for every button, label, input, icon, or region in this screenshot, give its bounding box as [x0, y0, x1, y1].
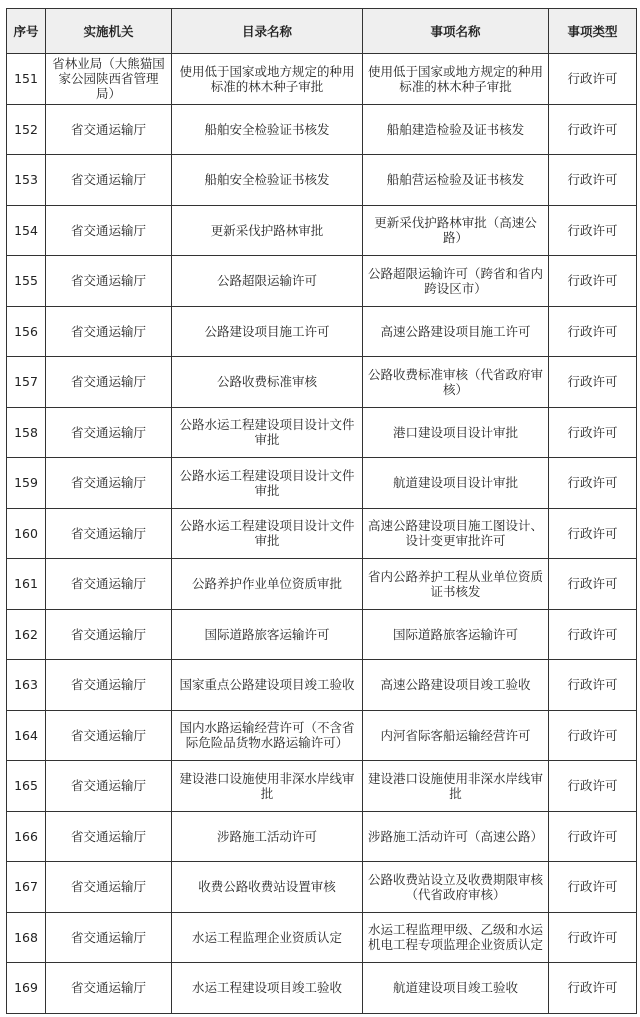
cell-catalog: 更新采伐护路林审批	[172, 205, 363, 256]
cell-type: 行政许可	[549, 256, 637, 307]
cell-no: 162	[7, 609, 46, 660]
cell-catalog: 公路水运工程建设项目设计文件审批	[172, 458, 363, 509]
cell-catalog: 建设港口设施使用非深水岸线审批	[172, 761, 363, 812]
cell-item: 高速公路建设项目施工许可	[363, 306, 549, 357]
table-row	[7, 963, 637, 1014]
table-row	[7, 205, 637, 256]
cell-type: 行政许可	[549, 508, 637, 559]
cell-type: 行政许可	[549, 54, 637, 105]
cell-item: 内河省际客船运输经营许可	[363, 710, 549, 761]
header-catalog: 目录名称	[172, 9, 363, 54]
cell-no: 158	[7, 407, 46, 458]
table-row	[7, 862, 637, 913]
cell-type: 行政许可	[549, 963, 637, 1014]
cell-item: 航道建设项目设计审批	[363, 458, 549, 509]
cell-catalog: 船舶安全检验证书核发	[172, 155, 363, 206]
cell-type: 行政许可	[549, 559, 637, 610]
cell-agency: 省林业局（大熊猫国家公园陕西省管理局）	[46, 54, 172, 105]
table-body	[7, 54, 637, 1014]
cell-agency: 省交通运输厅	[46, 710, 172, 761]
table-row	[7, 710, 637, 761]
cell-no: 159	[7, 458, 46, 509]
cell-agency: 省交通运输厅	[46, 761, 172, 812]
cell-catalog: 公路水运工程建设项目设计文件审批	[172, 508, 363, 559]
table-row	[7, 508, 637, 559]
table-row	[7, 609, 637, 660]
cell-item: 公路收费标准审核（代省政府审核）	[363, 357, 549, 408]
cell-no: 167	[7, 862, 46, 913]
cell-no: 163	[7, 660, 46, 711]
cell-type: 行政许可	[549, 306, 637, 357]
cell-item: 水运工程监理甲级、乙级和水运机电工程专项监理企业资质认定	[363, 912, 549, 963]
table-row	[7, 256, 637, 307]
table-header	[7, 9, 637, 54]
table-row	[7, 559, 637, 610]
cell-item: 船舶营运检验及证书核发	[363, 155, 549, 206]
cell-catalog: 水运工程监理企业资质认定	[172, 912, 363, 963]
cell-no: 156	[7, 306, 46, 357]
cell-item: 国际道路旅客运输许可	[363, 609, 549, 660]
table-row	[7, 761, 637, 812]
cell-catalog: 公路收费标准审核	[172, 357, 363, 408]
table-row	[7, 306, 637, 357]
cell-agency: 省交通运输厅	[46, 458, 172, 509]
cell-catalog: 水运工程建设项目竣工验收	[172, 963, 363, 1014]
approval-items-table	[6, 8, 637, 1014]
cell-agency: 省交通运输厅	[46, 660, 172, 711]
cell-item: 航道建设项目竣工验收	[363, 963, 549, 1014]
cell-type: 行政许可	[549, 407, 637, 458]
table-row	[7, 54, 637, 105]
cell-type: 行政许可	[549, 609, 637, 660]
header-agency: 实施机关	[46, 9, 172, 54]
cell-agency: 省交通运输厅	[46, 104, 172, 155]
cell-agency: 省交通运输厅	[46, 306, 172, 357]
cell-agency: 省交通运输厅	[46, 205, 172, 256]
table-row	[7, 458, 637, 509]
cell-no: 157	[7, 357, 46, 408]
cell-type: 行政许可	[549, 912, 637, 963]
cell-agency: 省交通运输厅	[46, 963, 172, 1014]
cell-agency: 省交通运输厅	[46, 357, 172, 408]
cell-type: 行政许可	[549, 357, 637, 408]
cell-no: 153	[7, 155, 46, 206]
cell-agency: 省交通运输厅	[46, 407, 172, 458]
cell-no: 161	[7, 559, 46, 610]
cell-type: 行政许可	[549, 205, 637, 256]
cell-type: 行政许可	[549, 104, 637, 155]
header-row	[7, 9, 637, 54]
cell-item: 使用低于国家或地方规定的种用标准的林木种子审批	[363, 54, 549, 105]
table-row	[7, 155, 637, 206]
cell-catalog: 国际道路旅客运输许可	[172, 609, 363, 660]
cell-agency: 省交通运输厅	[46, 811, 172, 862]
cell-no: 151	[7, 54, 46, 105]
cell-item: 省内公路养护工程从业单位资质证书核发	[363, 559, 549, 610]
cell-item: 更新采伐护路林审批（高速公路）	[363, 205, 549, 256]
header-type: 事项类型	[549, 9, 637, 54]
cell-no: 154	[7, 205, 46, 256]
cell-agency: 省交通运输厅	[46, 256, 172, 307]
cell-agency: 省交通运输厅	[46, 912, 172, 963]
cell-item: 船舶建造检验及证书核发	[363, 104, 549, 155]
cell-catalog: 国家重点公路建设项目竣工验收	[172, 660, 363, 711]
cell-item: 高速公路建设项目施工图设计、设计变更审批许可	[363, 508, 549, 559]
cell-catalog: 公路养护作业单位资质审批	[172, 559, 363, 610]
cell-no: 166	[7, 811, 46, 862]
table-row	[7, 811, 637, 862]
cell-agency: 省交通运输厅	[46, 155, 172, 206]
cell-catalog: 使用低于国家或地方规定的种用标准的林木种子审批	[172, 54, 363, 105]
cell-type: 行政许可	[549, 660, 637, 711]
cell-type: 行政许可	[549, 761, 637, 812]
cell-catalog: 涉路施工活动许可	[172, 811, 363, 862]
cell-item: 港口建设项目设计审批	[363, 407, 549, 458]
cell-item: 公路收费站设立及收费期限审核（代省政府审核）	[363, 862, 549, 913]
cell-catalog: 国内水路运输经营许可（不含省际危险品货物水路运输许可）	[172, 710, 363, 761]
cell-item: 建设港口设施使用非深水岸线审批	[363, 761, 549, 812]
cell-no: 165	[7, 761, 46, 812]
cell-no: 164	[7, 710, 46, 761]
cell-catalog: 船舶安全检验证书核发	[172, 104, 363, 155]
cell-no: 160	[7, 508, 46, 559]
cell-item: 公路超限运输许可（跨省和省内跨设区市）	[363, 256, 549, 307]
cell-catalog: 公路建设项目施工许可	[172, 306, 363, 357]
cell-agency: 省交通运输厅	[46, 609, 172, 660]
cell-catalog: 公路水运工程建设项目设计文件审批	[172, 407, 363, 458]
cell-item: 高速公路建设项目竣工验收	[363, 660, 549, 711]
header-item: 事项名称	[363, 9, 549, 54]
cell-type: 行政许可	[549, 710, 637, 761]
cell-agency: 省交通运输厅	[46, 559, 172, 610]
table-row	[7, 660, 637, 711]
table-row	[7, 357, 637, 408]
table-row	[7, 912, 637, 963]
cell-type: 行政许可	[549, 458, 637, 509]
cell-no: 152	[7, 104, 46, 155]
cell-type: 行政许可	[549, 155, 637, 206]
table-row	[7, 407, 637, 458]
cell-type: 行政许可	[549, 862, 637, 913]
cell-no: 169	[7, 963, 46, 1014]
cell-no: 168	[7, 912, 46, 963]
cell-no: 155	[7, 256, 46, 307]
table-row	[7, 104, 637, 155]
cell-catalog: 公路超限运输许可	[172, 256, 363, 307]
cell-catalog: 收费公路收费站设置审核	[172, 862, 363, 913]
header-no: 序号	[7, 9, 46, 54]
cell-type: 行政许可	[549, 811, 637, 862]
cell-agency: 省交通运输厅	[46, 862, 172, 913]
cell-item: 涉路施工活动许可（高速公路）	[363, 811, 549, 862]
cell-agency: 省交通运输厅	[46, 508, 172, 559]
